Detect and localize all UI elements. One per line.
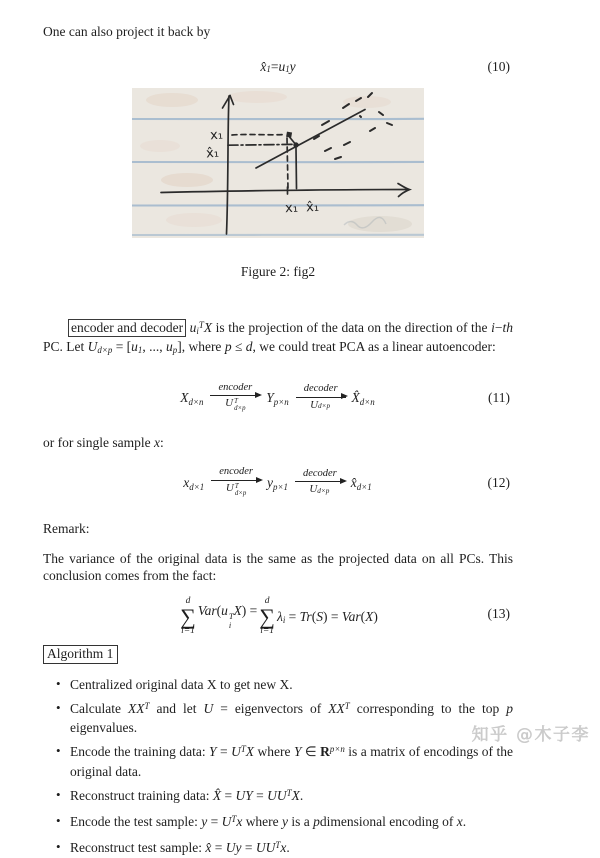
equation-12 xyxy=(43,468,513,498)
intro-paragraph: One can also project it back by xyxy=(43,23,211,39)
equation-13-number: (13) xyxy=(487,606,510,621)
eq11-decoder-arrow: decoder U d×p xyxy=(296,384,346,411)
encoder-decoder-paragraph: encoder and decoder $ui^TX$ is the projection of the data on the direction of the i−th PC. Let Ud×p = [u1, ..., up], where p ≤ d, we could treat PCA as a linear autoencoder: xyxy=(43,319,514,356)
equation-12-number: (12) xyxy=(487,475,510,491)
eq11-encoder-arrow: encoder U T d×p xyxy=(210,383,260,413)
equation-10-formula: x̂ 1 = u 1 y xyxy=(260,59,296,75)
eq11-lhs: $X_{d\times n}$ xyxy=(180,390,204,408)
equation-11-number: (11) xyxy=(488,390,510,406)
x-axis-label-x1: x₁ xyxy=(284,200,299,217)
sum-2: d ∑ i=1 xyxy=(259,596,275,637)
eq11-mid: $Y_{p\times n}$ xyxy=(266,390,289,408)
algorithm-steps xyxy=(43,676,513,858)
algorithm-step-2: • Calculate $XX^T$ and let U = eigenvectors of $XX^T$ corresponding to the top p eigenvalues. xyxy=(70,700,513,737)
eq12-decoder-arrow: decoder U d×p xyxy=(295,469,345,496)
paper-page xyxy=(0,14,600,855)
eq13-segment-2: λi = Tr(S) = Var(X) xyxy=(276,609,378,626)
algorithm-step-3: • Encode the training data: $Y = U^TX$ where Y ∈ $R^{p\times n}$ is a matrix of encodings of the original data. xyxy=(70,743,513,780)
equation-13 xyxy=(43,591,513,637)
equation-10 xyxy=(43,59,513,75)
algorithm-step-5: • Encode the test sample: $y = U^Tx$ where y is a pdimensional encoding of x. xyxy=(70,813,513,833)
algorithm-title: Algorithm 1 xyxy=(43,645,118,664)
figure-caption: Figure 2: fig2 xyxy=(240,264,316,279)
eq13-segment-1: Var(u T i X) = xyxy=(197,603,258,630)
remark-title: Remark: xyxy=(43,520,90,536)
algorithm-heading xyxy=(43,645,513,664)
sum-1: d ∑ i=1 xyxy=(180,596,196,637)
eq12-mid: $y_{p\times 1}$ xyxy=(267,475,288,493)
remark-body: The variance of the original data is the same as the projected data on all PCs. This conclusion comes from the fact: xyxy=(43,551,513,584)
algorithm-step-6: • Reconstruct test sample: x̂ = $Uy = UU^Tx$. xyxy=(70,839,513,858)
eq12-lhs: $x_{d\times 1}$ xyxy=(183,475,205,493)
single-sample-paragraph: or for single sample x: xyxy=(43,434,164,450)
y-axis-label-x1: x₁ xyxy=(209,127,224,144)
zhihu-watermark: 知乎 @木子李 xyxy=(471,724,590,745)
equation-11 xyxy=(43,381,513,414)
algorithm-step-4: • Reconstruct training data: X̂ = UY = $UU^TX$. xyxy=(70,787,513,807)
algorithm-step-1: • Centralized original data X to get new X. xyxy=(70,676,513,694)
eq11-rhs: $X̂_{d\times n}$ xyxy=(351,390,375,408)
projection-point-marker xyxy=(293,142,298,147)
eq12-encoder-arrow: encoder U T d×p xyxy=(211,467,261,497)
data-point-marker xyxy=(286,132,292,138)
equation-10-number: (10) xyxy=(487,59,510,74)
figure-2 xyxy=(43,88,513,242)
figure-sketch xyxy=(132,88,424,238)
eq12-rhs: $x̂_{d\times 1}$ xyxy=(350,475,372,493)
x-axis-label-xhat1: x̂₁ xyxy=(305,199,320,216)
y-axis-label-xhat1: x̂₁ xyxy=(205,145,220,162)
